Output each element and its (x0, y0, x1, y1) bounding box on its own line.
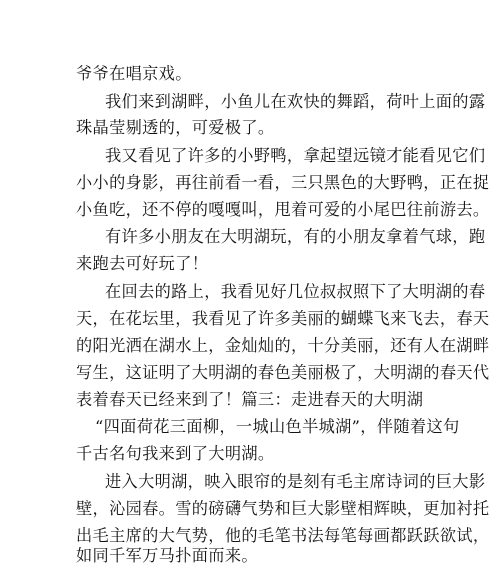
text-line: 我们来到湖畔，小鱼儿在欢快的舞蹈，荷叶上面的露 (105, 92, 486, 111)
text-line: 千古名句我来到了大明湖。 (76, 444, 275, 463)
text-line: 有许多小朋友在大明湖玩，有的小朋友拿着气球，跑 (105, 227, 486, 246)
text-line: 天，在花坛里，我看见了许多美丽的蝴蝶飞来飞去，春天 (76, 309, 490, 328)
text-line: 我又看见了许多的小野鸭，拿起望远镜才能看见它们 (105, 146, 486, 165)
text-line: 珠晶莹剔透的，可爱极了。 (76, 118, 275, 137)
text-line: 壁，沁园春。雪的磅礴气势和巨大影壁相辉映，更加衬托 (76, 499, 490, 518)
text-line: 小小的身影，再往前看一看，三只黑色的大野鸭，正在捉 (76, 173, 490, 192)
text-line: 表着春天已经来到了！篇三：走进春天的大明湖 (76, 390, 424, 409)
text-line: 如同千军万马扑面而来。 (76, 546, 258, 565)
text-line: 的阳光洒在湖水上，金灿灿的，十分美丽，还有人在湖畔 (76, 336, 490, 355)
text-line: 写生，这证明了大明湖的春色美丽极了，大明湖的春天代 (76, 363, 490, 382)
text-line: “四面荷花三面柳，一城山色半城湖”，伴随着这句 (95, 417, 460, 436)
text-line: 来跑去可好玩了！ (76, 254, 209, 273)
text-line: 出毛主席的大气势，他的毛笔书法每笔每画都跃跃欲试， (76, 526, 490, 545)
text-line: 进入大明湖，映入眼帘的是刻有毛主席诗词的巨大影 (105, 472, 486, 491)
text-line: 爷爷在唱京戏。 (76, 64, 192, 83)
text-line: 在回去的路上，我看见好几位叔叔照下了大明湖的春 (105, 282, 486, 301)
text-line: 小鱼吃，还不停的嘎嘎叫，甩着可爱的小尾巴往前游去。 (76, 200, 490, 219)
